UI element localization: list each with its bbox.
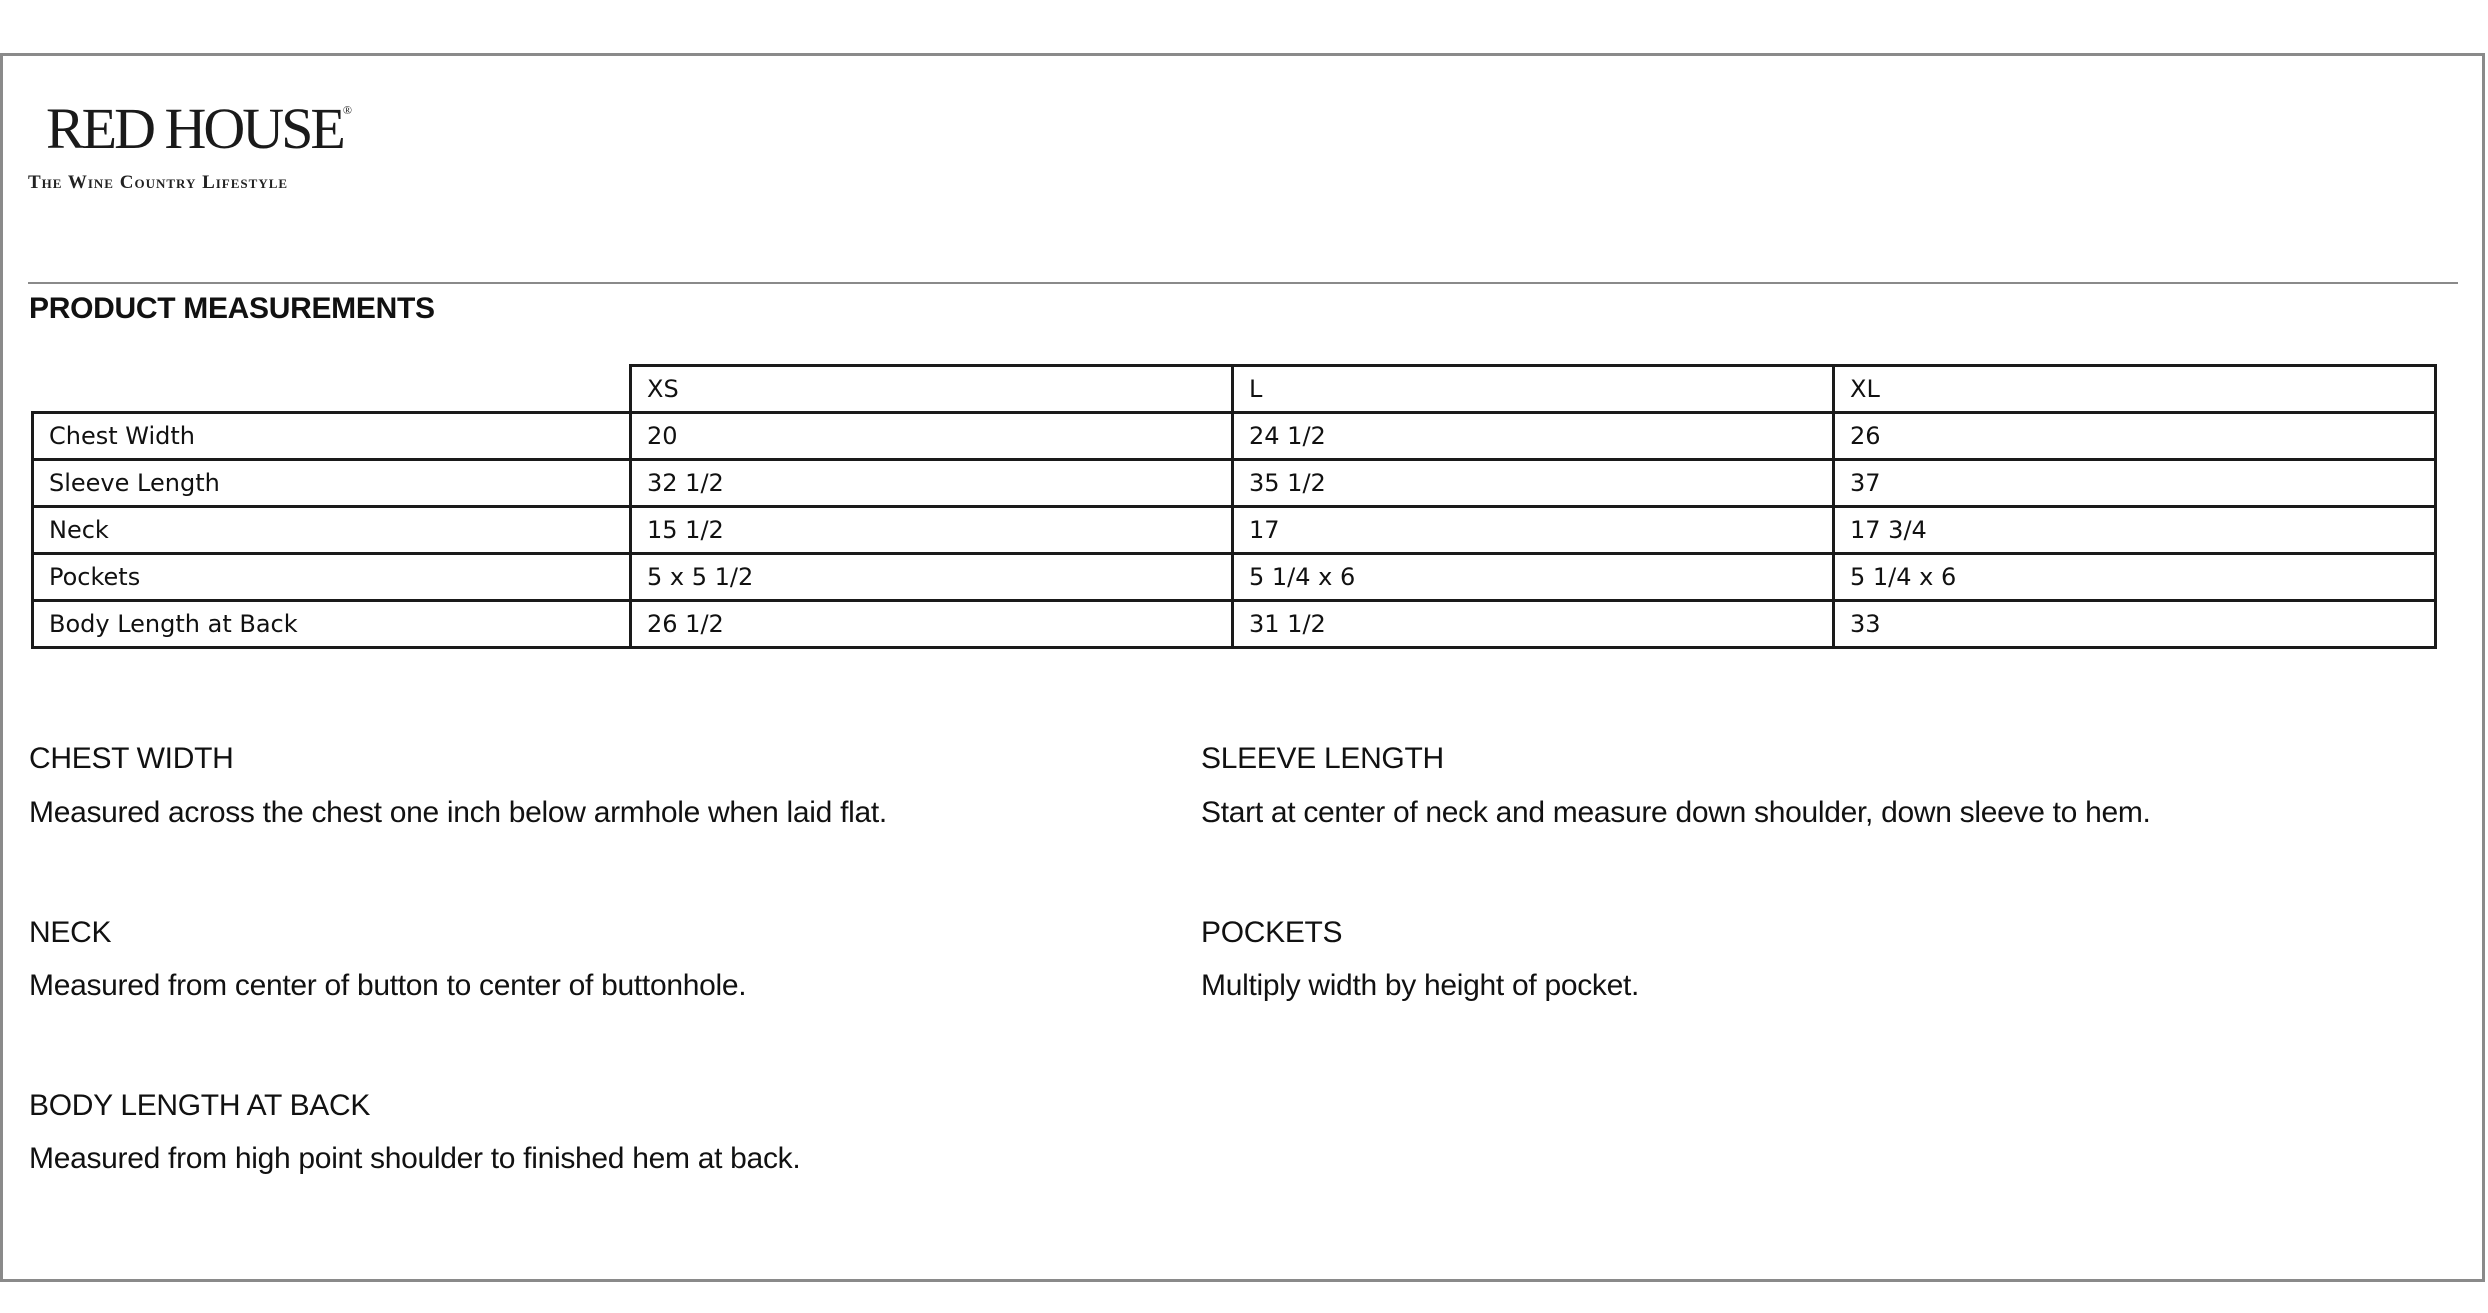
registered-mark: ® bbox=[342, 103, 352, 117]
row-label: Neck bbox=[33, 507, 631, 554]
table-cell: 15 1/2 bbox=[631, 507, 1233, 554]
column-header: XL bbox=[1834, 366, 2436, 413]
table-cell: 31 1/2 bbox=[1233, 601, 1834, 648]
table-row bbox=[33, 554, 2436, 601]
table-cell: 35 1/2 bbox=[1233, 460, 1834, 507]
neck-description: Measured from center of button to center of buttonhole. bbox=[29, 969, 747, 1002]
row-label: Pockets bbox=[33, 554, 631, 601]
row-label: Chest Width bbox=[33, 413, 631, 460]
brand-wordmark bbox=[46, 96, 352, 161]
column-header: XS bbox=[631, 366, 1233, 413]
table-corner-cell bbox=[33, 366, 631, 413]
sleeve-length-heading: SLEEVE LENGTH bbox=[1201, 742, 1444, 775]
brand-tagline: The Wine Country Lifestyle bbox=[28, 172, 289, 193]
table-row bbox=[33, 601, 2436, 648]
table-cell: 20 bbox=[631, 413, 1233, 460]
pockets-heading: POCKETS bbox=[1201, 916, 1343, 949]
table-cell: 5 x 5 1/2 bbox=[631, 554, 1233, 601]
page-frame bbox=[0, 53, 2485, 1282]
header-divider bbox=[28, 282, 2458, 284]
body-length-description: Measured from high point shoulder to finished hem at back. bbox=[29, 1142, 801, 1175]
table-row bbox=[33, 507, 2436, 554]
measurements-table bbox=[31, 364, 2437, 649]
table-cell: 26 bbox=[1834, 413, 2436, 460]
table-row bbox=[33, 413, 2436, 460]
table-cell: 26 1/2 bbox=[631, 601, 1233, 648]
table-cell: 5 1/4 x 6 bbox=[1834, 554, 2436, 601]
section-title: PRODUCT MEASUREMENTS bbox=[29, 292, 435, 325]
table-header-row bbox=[33, 366, 2436, 413]
chest-width-description: Measured across the chest one inch below armhole when laid flat. bbox=[29, 796, 887, 829]
row-label: Sleeve Length bbox=[33, 460, 631, 507]
table-cell: 17 bbox=[1233, 507, 1834, 554]
table-cell: 37 bbox=[1834, 460, 2436, 507]
sleeve-length-description: Start at center of neck and measure down shoulder, down sleeve to hem. bbox=[1201, 796, 2151, 829]
neck-heading: NECK bbox=[29, 916, 112, 949]
pockets-description: Multiply width by height of pocket. bbox=[1201, 969, 1640, 1002]
table-cell: 33 bbox=[1834, 601, 2436, 648]
table-cell: 24 1/2 bbox=[1233, 413, 1834, 460]
table-cell: 32 1/2 bbox=[631, 460, 1233, 507]
row-label: Body Length at Back bbox=[33, 601, 631, 648]
chest-width-heading: CHEST WIDTH bbox=[29, 742, 234, 775]
brand-name: RED HOUSE bbox=[46, 96, 343, 161]
table-row bbox=[33, 460, 2436, 507]
table-cell: 5 1/4 x 6 bbox=[1233, 554, 1834, 601]
body-length-heading: BODY LENGTH AT BACK bbox=[29, 1089, 371, 1122]
column-header: L bbox=[1233, 366, 1834, 413]
table-cell: 17 3/4 bbox=[1834, 507, 2436, 554]
